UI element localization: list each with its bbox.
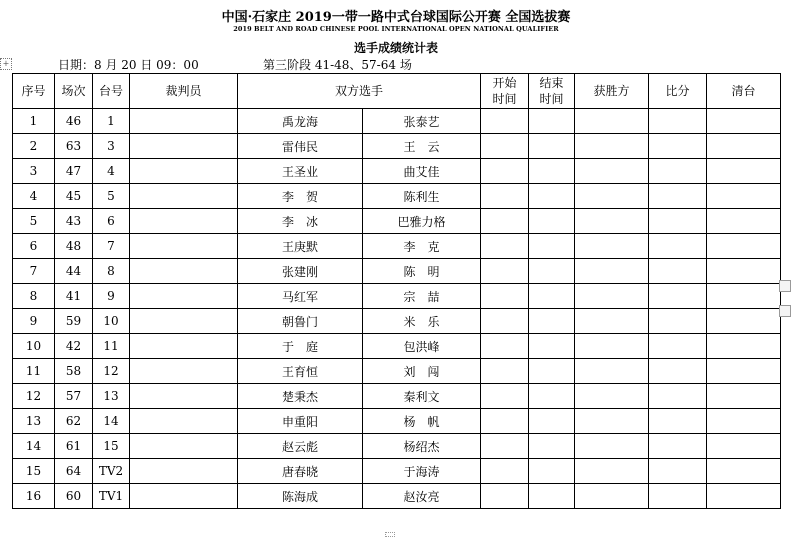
match-cell: 59 [55,309,93,334]
referee-cell[interactable] [130,284,238,309]
winner-cell[interactable] [575,284,649,309]
referee-cell[interactable] [130,184,238,209]
end-time-cell[interactable] [529,184,575,209]
start-time-cell[interactable] [481,259,529,284]
match-cell: 45 [55,184,93,209]
table-row [13,234,781,259]
match-cell: 60 [55,484,93,509]
score-cell[interactable] [649,234,707,259]
header-start-line1: 开始 [492,76,517,90]
referee-cell[interactable] [130,234,238,259]
end-time-cell[interactable] [529,484,575,509]
header-match: 场次 [55,74,93,109]
clear-cell[interactable] [707,384,781,409]
table-no-cell: 12 [93,359,130,384]
player-b-cell: 于海涛 [363,459,481,484]
player-b-cell: 陈 明 [363,259,481,284]
table-row [13,334,781,359]
table-no-cell: 9 [93,284,130,309]
table-no-cell: 6 [93,209,130,234]
start-time-cell[interactable] [481,109,529,134]
stage-line: 第三阶段 41-48、57-64 场 [263,58,412,72]
table-header-row [13,74,781,109]
player-a-cell: 楚秉杰 [238,384,363,409]
end-time-cell[interactable] [529,459,575,484]
referee-cell[interactable] [130,309,238,334]
player-a-cell: 于 庭 [238,334,363,359]
score-cell[interactable] [649,184,707,209]
start-time-cell[interactable] [481,359,529,384]
end-time-cell[interactable] [529,109,575,134]
player-b-cell: 杨绍杰 [363,434,481,459]
table-row [13,384,781,409]
match-cell: 46 [55,109,93,134]
header-end-line2: 时间 [539,92,564,106]
end-time-cell[interactable] [529,209,575,234]
start-time-cell[interactable] [481,409,529,434]
player-a-cell: 赵云彪 [238,434,363,459]
winner-cell[interactable] [575,384,649,409]
player-b-cell: 陈利生 [363,184,481,209]
referee-cell[interactable] [130,109,238,134]
table-row [13,434,781,459]
player-a-cell: 禹龙海 [238,109,363,134]
player-b-cell: 包洪峰 [363,334,481,359]
clear-cell[interactable] [707,109,781,134]
match-cell: 61 [55,434,93,459]
seq-cell: 2 [13,134,55,159]
end-time-cell[interactable] [529,134,575,159]
start-time-cell[interactable] [481,459,529,484]
score-cell[interactable] [649,359,707,384]
header-players: 双方选手 [238,74,481,109]
player-a-cell: 王育恒 [238,359,363,384]
referee-cell[interactable] [130,484,238,509]
table-row [13,284,781,309]
clear-cell[interactable] [707,134,781,159]
match-cell: 41 [55,284,93,309]
referee-cell[interactable] [130,459,238,484]
end-time-cell[interactable] [529,434,575,459]
player-a-cell: 雷伟民 [238,134,363,159]
winner-cell[interactable] [575,409,649,434]
row-resize-handle-icon[interactable] [779,305,791,317]
player-a-cell: 李 贺 [238,184,363,209]
clear-cell[interactable] [707,184,781,209]
date-line: 日期：8 月 20 日 09：00 [58,58,199,72]
player-b-cell: 曲艾佳 [363,159,481,184]
winner-cell[interactable] [575,234,649,259]
seq-cell: 1 [13,109,55,134]
seq-cell: 3 [13,159,55,184]
end-time-cell[interactable] [529,359,575,384]
clear-cell[interactable] [707,459,781,484]
seq-cell: 15 [13,459,55,484]
winner-cell[interactable] [575,359,649,384]
seq-cell: 5 [13,209,55,234]
match-cell: 63 [55,134,93,159]
player-b-cell: 张泰艺 [363,109,481,134]
winner-cell[interactable] [575,134,649,159]
match-cell: 43 [55,209,93,234]
player-a-cell: 王圣业 [238,159,363,184]
start-time-cell[interactable] [481,484,529,509]
table-row [13,134,781,159]
end-time-cell[interactable] [529,259,575,284]
score-cell[interactable] [649,134,707,159]
seq-cell: 16 [13,484,55,509]
header-score: 比分 [649,74,707,109]
player-b-cell: 米 乐 [363,309,481,334]
referee-cell[interactable] [130,209,238,234]
player-b-cell: 巴雅力格 [363,209,481,234]
match-cell: 57 [55,384,93,409]
score-cell[interactable] [649,209,707,234]
score-cell[interactable] [649,459,707,484]
player-b-cell: 王 云 [363,134,481,159]
match-cell: 48 [55,234,93,259]
header-seq: 序号 [13,74,55,109]
player-a-cell: 陈海成 [238,484,363,509]
winner-cell[interactable] [575,159,649,184]
match-cell: 44 [55,259,93,284]
score-cell[interactable] [649,109,707,134]
seq-cell: 6 [13,234,55,259]
table-no-cell: 5 [93,184,130,209]
clear-cell[interactable] [707,284,781,309]
start-time-cell[interactable] [481,284,529,309]
match-cell: 62 [55,409,93,434]
table-no-cell: 7 [93,234,130,259]
header-end-line1: 结束 [539,76,564,90]
referee-cell[interactable] [130,434,238,459]
clear-cell[interactable] [707,434,781,459]
table-row [13,309,781,334]
player-b-cell: 刘 闯 [363,359,481,384]
table-no-cell: TV2 [93,459,130,484]
table-row [13,209,781,234]
score-cell[interactable] [649,434,707,459]
clear-cell[interactable] [707,359,781,384]
winner-cell[interactable] [575,484,649,509]
score-cell[interactable] [649,309,707,334]
player-a-cell: 申重阳 [238,409,363,434]
score-cell[interactable] [649,484,707,509]
score-cell[interactable] [649,334,707,359]
table-move-handle-icon[interactable]: + [0,58,12,70]
referee-cell[interactable] [130,384,238,409]
table-row [13,409,781,434]
player-b-cell: 杨 帆 [363,409,481,434]
player-a-cell: 张建刚 [238,259,363,284]
seq-cell: 13 [13,409,55,434]
score-cell[interactable] [649,159,707,184]
score-cell[interactable] [649,284,707,309]
right-margin [778,0,792,537]
seq-cell: 8 [13,284,55,309]
player-a-cell: 王庚默 [238,234,363,259]
row-resize-handle-icon[interactable] [779,280,791,292]
start-time-cell[interactable] [481,434,529,459]
table-no-cell: 1 [93,109,130,134]
clear-cell[interactable] [707,159,781,184]
end-time-cell[interactable] [529,234,575,259]
clear-cell[interactable] [707,259,781,284]
header-end-time [529,74,575,109]
match-cell: 47 [55,159,93,184]
player-b-cell: 秦利文 [363,384,481,409]
table-row [13,109,781,134]
table-no-cell: 15 [93,434,130,459]
end-time-cell[interactable] [529,384,575,409]
end-time-cell[interactable] [529,334,575,359]
clear-cell[interactable] [707,309,781,334]
table-no-cell: 10 [93,309,130,334]
player-a-cell: 朝鲁门 [238,309,363,334]
start-time-cell[interactable] [481,184,529,209]
winner-cell[interactable] [575,309,649,334]
player-b-cell: 李 克 [363,234,481,259]
table-no-cell: 3 [93,134,130,159]
document-title: 中国·石家庄 2019一带一路中式台球国际公开赛 全国选拔赛 [221,10,571,25]
bottom-margin [0,532,792,537]
start-time-cell[interactable] [481,134,529,159]
seq-cell: 9 [13,309,55,334]
end-time-cell[interactable] [529,159,575,184]
end-time-cell[interactable] [529,284,575,309]
header-table-no: 台号 [93,74,130,109]
referee-cell[interactable] [130,134,238,159]
clear-cell[interactable] [707,334,781,359]
score-table [12,73,781,509]
clear-cell[interactable] [707,234,781,259]
referee-cell[interactable] [130,409,238,434]
header-winner: 获胜方 [575,74,649,109]
start-time-cell[interactable] [481,159,529,184]
table-row [13,359,781,384]
clear-cell[interactable] [707,484,781,509]
player-b-cell: 宗 喆 [363,284,481,309]
seq-cell: 11 [13,359,55,384]
player-a-cell: 马红军 [238,284,363,309]
match-cell: 58 [55,359,93,384]
header-clear: 清台 [707,74,781,109]
seq-cell: 14 [13,434,55,459]
table-no-cell: TV1 [93,484,130,509]
winner-cell[interactable] [575,109,649,134]
end-time-cell[interactable] [529,409,575,434]
header-start-line2: 时间 [492,92,517,106]
winner-cell[interactable] [575,334,649,359]
end-time-cell[interactable] [529,309,575,334]
seq-cell: 7 [13,259,55,284]
document-subtitle: 2019 BELT AND ROAD CHINESE POOL INTERNATIONAL OPEN NATIONAL QUALIFIER [233,25,559,33]
seq-cell: 12 [13,384,55,409]
referee-cell[interactable] [130,259,238,284]
table-row [13,184,781,209]
table-row [13,159,781,184]
start-time-cell[interactable] [481,334,529,359]
match-cell: 64 [55,459,93,484]
referee-cell[interactable] [130,359,238,384]
start-time-cell[interactable] [481,209,529,234]
player-b-cell: 赵汝亮 [363,484,481,509]
winner-cell[interactable] [575,184,649,209]
winner-cell[interactable] [575,434,649,459]
table-no-cell: 11 [93,334,130,359]
column-resize-handle-icon[interactable] [385,532,395,537]
table-row [13,484,781,509]
referee-cell[interactable] [130,334,238,359]
player-a-cell: 李 冰 [238,209,363,234]
clear-cell[interactable] [707,409,781,434]
match-cell: 42 [55,334,93,359]
score-cell[interactable] [649,409,707,434]
table-no-cell: 14 [93,409,130,434]
start-time-cell[interactable] [481,234,529,259]
start-time-cell[interactable] [481,384,529,409]
header-start-time [481,74,529,109]
winner-cell[interactable] [575,209,649,234]
table-no-cell: 8 [93,259,130,284]
form-title: 选手成绩统计表 [353,41,438,55]
table-no-cell: 13 [93,384,130,409]
table-no-cell: 4 [93,159,130,184]
clear-cell[interactable] [707,209,781,234]
table-row [13,259,781,284]
player-a-cell: 唐春晓 [238,459,363,484]
score-cell[interactable] [649,384,707,409]
winner-cell[interactable] [575,459,649,484]
winner-cell[interactable] [575,259,649,284]
seq-cell: 4 [13,184,55,209]
table-row [13,459,781,484]
header-referee: 裁判员 [130,74,238,109]
referee-cell[interactable] [130,159,238,184]
start-time-cell[interactable] [481,309,529,334]
seq-cell: 10 [13,334,55,359]
score-cell[interactable] [649,259,707,284]
